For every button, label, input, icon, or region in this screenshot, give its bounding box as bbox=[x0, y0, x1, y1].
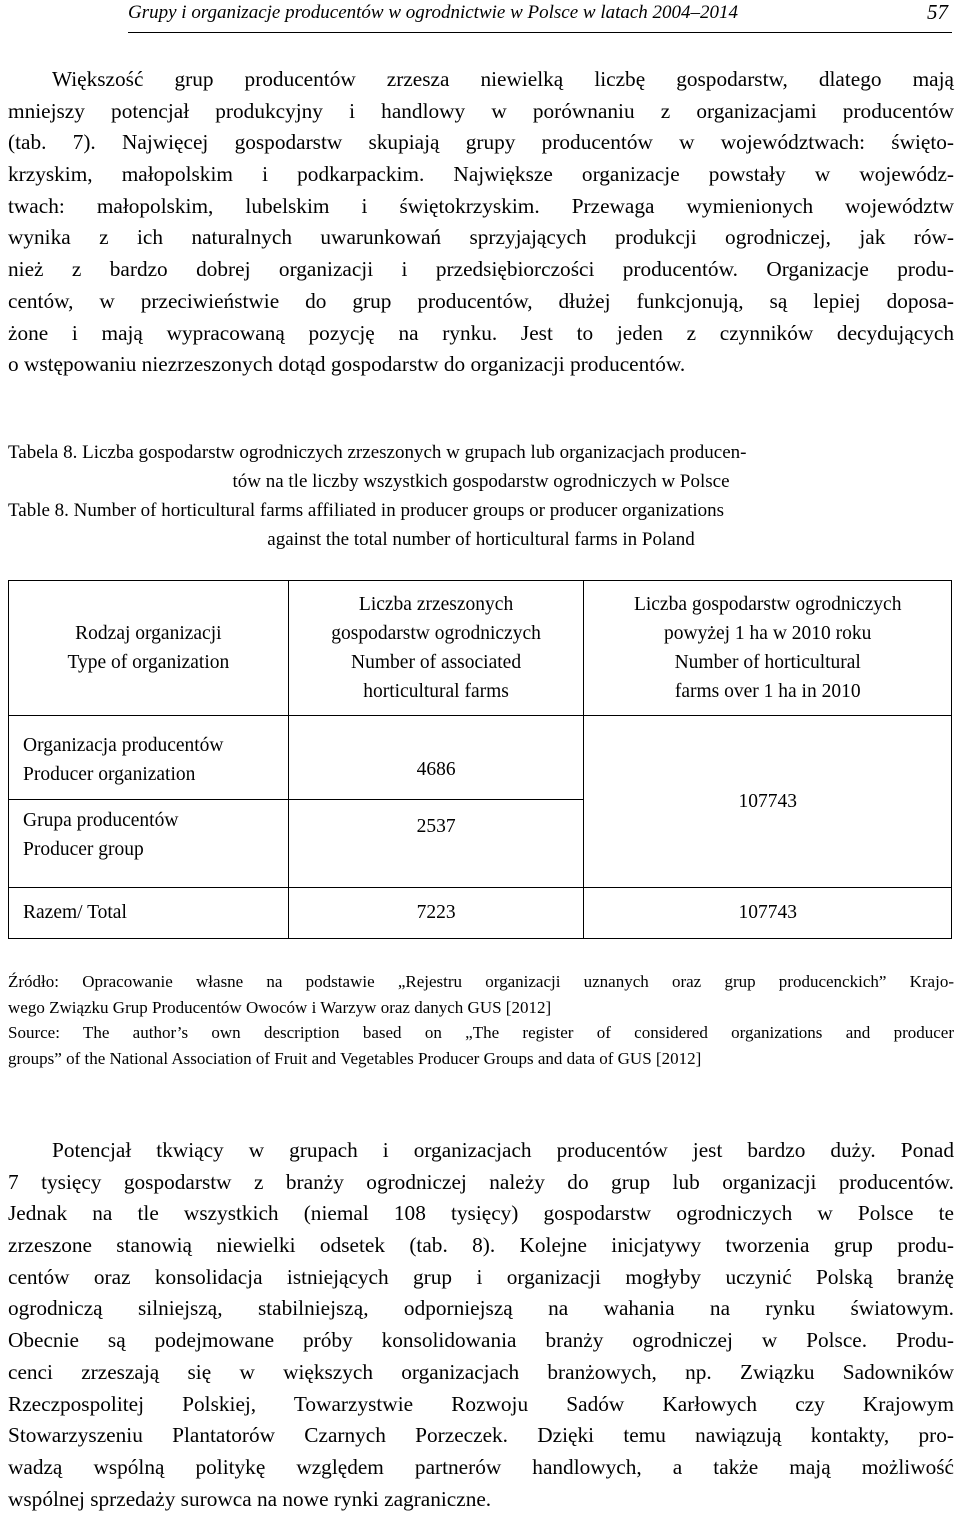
header-text: Number of associated bbox=[351, 652, 522, 673]
table-caption bbox=[8, 438, 954, 554]
header-text: horticultural farms bbox=[363, 681, 509, 702]
caption-pl-line-2: tów na tle liczby wszystkich gospodarstw ogrodniczych w Polsce bbox=[232, 471, 730, 492]
text-line: (tab. 7). Najwięcej gospodarstw skupiają grupy producentów w województwach: święto- bbox=[8, 130, 954, 155]
text-line: Potencjał tkwiący w grupach i organizacjach producentów jest bardzo duży. Ponad bbox=[52, 1138, 954, 1162]
text-line: centów oraz konsolidacja istniejących grup i organizacji mogłyby uczynić Polską branżę bbox=[8, 1264, 954, 1289]
text-line: 7 tysięcy gospodarstw z branży ogrodniczej należy do grup lub organizacji producentów. bbox=[8, 1169, 954, 1194]
page-number: 57 bbox=[927, 0, 948, 24]
text-line: zrzeszone stanowią niewielki odsetek (tab. 8). Kolejne inicjatywy tworzenia grup produ- bbox=[8, 1233, 954, 1258]
total-associated-cell: 7223 bbox=[288, 888, 584, 939]
header-text: farms over 1 ha in 2010 bbox=[674, 681, 861, 702]
source-line: Źródło: Opracowanie własne na podstawie „Rejestru organizacji uznanych oraz grup producenckich” Krajo- bbox=[8, 972, 954, 991]
table-row bbox=[9, 716, 952, 800]
caption-pl-line-1: Tabela 8. Liczba gospodarstw ogrodniczych zrzeszonych w grupach lub organizacjach producen- bbox=[8, 442, 747, 463]
table-total-row bbox=[9, 888, 952, 939]
paragraph-1 bbox=[8, 64, 954, 381]
header-text: Liczba gospodarstw ogrodniczych bbox=[633, 594, 902, 615]
text-line: żone i mają wypracowaną pozycję na rynku. Jest to jeden z czynników decydujących bbox=[8, 320, 954, 345]
source-line: groups” of the National Association of Fruit and Vegetables Producer Groups and data of GUS [2012] bbox=[8, 1048, 702, 1068]
table-header-row bbox=[9, 581, 952, 716]
text-line: cenci zrzeszają się w większych organizacjach branżowych, np. Związku Sadowników bbox=[8, 1359, 954, 1384]
header-farms-over-1ha bbox=[584, 581, 952, 716]
text-line: centów, w przeciwieństwie do grup producentów, dłużej funkcjonują, są lepiej doposa- bbox=[8, 288, 954, 313]
text-line: mniejszy potencjał produkcyjny i handlowy w porównaniu z organizacjami producentów bbox=[8, 98, 954, 123]
total-farms-cell: 107743 bbox=[584, 888, 952, 939]
row-associated-cell: 4686 bbox=[288, 716, 584, 800]
text-line: Obecnie są podejmowane próby konsolidowania branży ogrodniczej w Polsce. Produ- bbox=[8, 1328, 954, 1353]
header-type-of-organization bbox=[9, 581, 289, 716]
data-table bbox=[8, 580, 952, 939]
row-type-cell bbox=[9, 716, 289, 800]
shared-total-farms-cell: 107743 bbox=[584, 716, 952, 888]
text-line: wynika z ich naturalnych uwarunkowań sprzyjających produkcji ogrodniczej, jak rów- bbox=[8, 225, 954, 250]
caption-en-line-2: against the total number of horticultural farms in Poland bbox=[267, 529, 695, 550]
header-rule bbox=[128, 32, 952, 33]
header-text: gospodarstw ogrodniczych bbox=[331, 623, 541, 644]
text-line: krzyskim, małopolskim i podkarpackim. Największe organizacje powstały w wojewódz- bbox=[8, 162, 954, 187]
text-line: wadzą wspólną politykę względem partnerów handlowych, a także mają możliwość bbox=[8, 1454, 954, 1479]
text-line: Większość grup producentów zrzesza niewielką liczbę gospodarstw, dlatego mają bbox=[52, 67, 954, 91]
source-line: wego Związku Grup Producentów Owoców i Warzyw oraz danych GUS [2012] bbox=[8, 997, 552, 1017]
header-text: Liczba zrzeszonych bbox=[358, 594, 514, 615]
text-line: wspólnej sprzedaży surowca na nowe rynki zagraniczne. bbox=[8, 1486, 492, 1511]
text-line: Jednak na tle wszystkich (niemal 108 tysięcy) gospodarstw ogrodniczych w Polsce te bbox=[8, 1201, 954, 1226]
row-associated-cell: 2537 bbox=[288, 800, 584, 888]
header-associated-farms bbox=[288, 581, 584, 716]
header-text: Number of horticultural bbox=[674, 652, 861, 673]
text-line: o wstępowaniu niezrzeszonych dotąd gospodarstw do organizacji producentów. bbox=[8, 352, 686, 377]
row-type-cell bbox=[9, 800, 289, 888]
cell-text: Grupa producentów bbox=[23, 810, 179, 831]
text-line: nież z bardzo dobrej organizacji i przedsiębiorczości producentów. Organizacje produ- bbox=[8, 257, 954, 282]
cell-text: Producer group bbox=[23, 839, 144, 860]
running-title: Grupy i organizacje producentów w ogrodnictwie w Polsce w latach 2004–2014 bbox=[128, 2, 739, 23]
caption-en-line-1: Table 8. Number of horticultural farms affiliated in producer groups or producer organizations bbox=[8, 500, 725, 521]
cell-text: Producer organization bbox=[23, 764, 196, 785]
table-source-note bbox=[8, 969, 954, 1071]
header-text: Rodzaj organizacji bbox=[75, 623, 222, 644]
text-line: Rzeczpospolitej Polskiej, Towarzystwie Rozwoju Sadów Karłowych czy Krajowym bbox=[8, 1391, 954, 1416]
header-text: Type of organization bbox=[67, 652, 230, 673]
text-line: ogrodniczą silniejszą, stabilniejszą, odporniejszą na wahania na rynku światowym. bbox=[8, 1296, 954, 1321]
header-text: powyżej 1 ha w 2010 roku bbox=[663, 623, 872, 644]
total-label-cell: Razem/ Total bbox=[9, 888, 289, 939]
source-line: Source: The author’s own description based on „The register of considered organizations and producer bbox=[8, 1023, 954, 1042]
cell-text: Organizacja producentów bbox=[23, 735, 224, 756]
text-line: Stowarzyszeniu Plantatorów Czarnych Porzeczek. Dzięki temu nawiązują kontakty, pro- bbox=[8, 1423, 954, 1448]
paragraph-2 bbox=[8, 1135, 954, 1515]
running-header bbox=[128, 0, 952, 32]
text-line: twach: małopolskim, lubelskim i świętokrzyskim. Przewaga wymienionych województw bbox=[8, 193, 954, 218]
